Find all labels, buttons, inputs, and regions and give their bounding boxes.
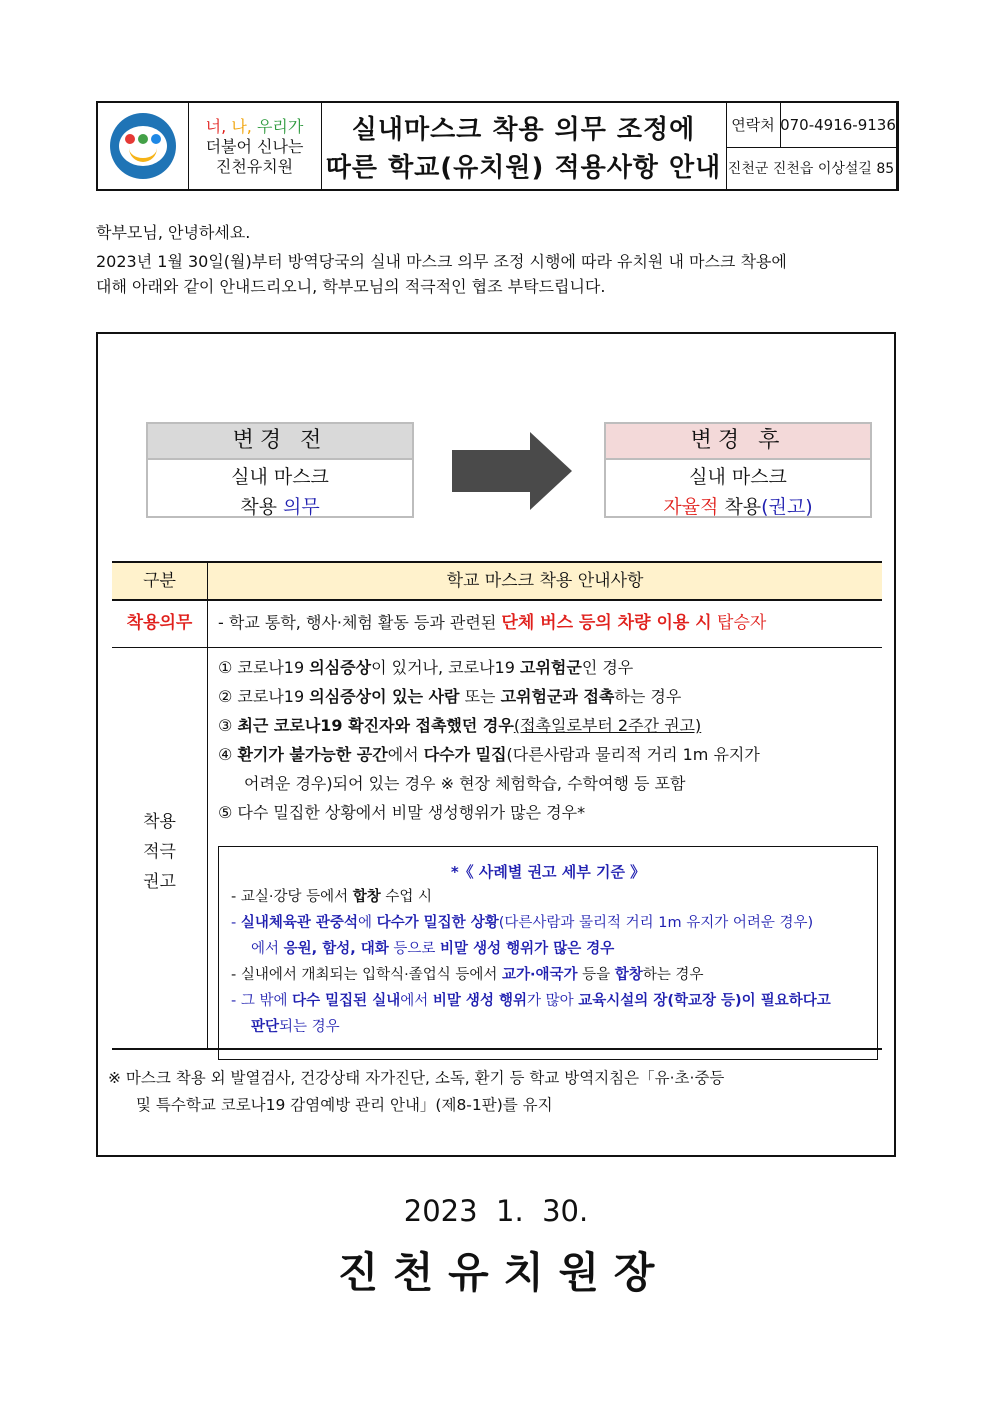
kindergarten-logo bbox=[110, 113, 176, 179]
before-change-box: 변경 전 실내 마스크 착용 의무 bbox=[146, 422, 414, 518]
notice-box bbox=[96, 332, 896, 1157]
footnote: ※ 마스크 착용 외 발열검사, 건강상태 자가진단, 소독, 환기 등 학교 방역지침은「유·초·중등 및 특수학교 코로나19 감염예방 관리 안내」(제8-1판)를 유지 bbox=[108, 1069, 725, 1114]
slogan-line3: 진천유치원 bbox=[215, 157, 294, 176]
table-header-category: 구분 bbox=[112, 563, 207, 599]
slogan: 너, 나, 우리가 더불어 신나는 진천유치원 bbox=[188, 103, 322, 189]
row-mandatory-text: - 학교 통학, 행사·체험 활동 등과 관련된 단체 버스 등의 차량 이용 시 탑승자 bbox=[218, 613, 767, 633]
contact-info bbox=[726, 103, 897, 189]
after-change-box: 변경 후 실내 마스크 자율적 착용(권고) bbox=[604, 422, 872, 518]
before-change-heading: 변경 전 bbox=[148, 424, 412, 460]
detail-criteria-title: *《 사례별 권고 세부 기준 》 bbox=[450, 863, 646, 881]
criteria-line: - 교실·강당 등에서 합창 수업 시 bbox=[231, 889, 432, 905]
criteria-line: 판단되는 경우 bbox=[251, 1019, 340, 1035]
detail-criteria-box bbox=[218, 846, 878, 1060]
row-recommended-label: 착용 적극 권고 bbox=[143, 812, 176, 892]
intro-line2: 대해 아래와 같이 안내드리오니, 학부모님의 적극적인 협조 부탁드립니다. bbox=[96, 277, 606, 296]
list-item: ③ 최근 코로나19 확진자와 접촉했던 경우(접촉일로부터 2주간 권고) bbox=[218, 716, 702, 735]
criteria-line: - 실내에서 개최되는 입학식·졸업식 등에서 교가·애국가 등을 합창하는 경우 bbox=[231, 967, 704, 983]
logo-cell bbox=[98, 103, 189, 189]
list-item-continued: 어려운 경우)되어 있는 경우 ※ 현장 체험학습, 수학여행 등 포함 bbox=[244, 774, 686, 793]
list-item: ① 코로나19 의심증상이 있거나, 코로나19 고위험군인 경우 bbox=[218, 658, 634, 677]
mask-guidance-table bbox=[112, 563, 882, 1050]
row-mandatory-label: 착용의무 bbox=[126, 613, 193, 633]
list-item: ④ 환기가 불가능한 공간에서 다수가 밀집(다른사람과 물리적 거리 1m 유지가 bbox=[218, 745, 760, 764]
criteria-line: - 그 밖에 다수 밀집된 실내에서 비말 생성 행위가 많아 교육시설의 장(학교장 등)이 필요하다고 bbox=[231, 993, 831, 1009]
after-change-heading: 변경 후 bbox=[606, 424, 870, 460]
criteria-line: 에서 응원, 함성, 대화 등으로 비말 생성 행위가 많은 경우 bbox=[251, 941, 615, 957]
intro-line1: 2023년 1월 30일(월)부터 방역당국의 실내 마스크 의무 조정 시행에 따라 유치원 내 마스크 착용에 bbox=[96, 252, 787, 271]
signature-title: 진 천 유 치 원 장 bbox=[337, 1248, 655, 1297]
intro-greeting: 학부모님, 안녕하세요. bbox=[96, 223, 251, 242]
contact-tel: 070-4916-9136 bbox=[780, 116, 896, 134]
list-item: ② 코로나19 의심증상이 있는 사람 또는 고위험군과 접촉하는 경우 bbox=[218, 687, 682, 706]
contact-label: 연락처 bbox=[726, 103, 781, 147]
document-date: 2023 1. 30. bbox=[403, 1194, 589, 1228]
contact-address: 진천군 진천읍 이상설길 85 bbox=[727, 161, 895, 177]
table-header-guidance: 학교 마스크 착용 안내사항 bbox=[208, 563, 882, 599]
document-header bbox=[96, 101, 899, 191]
list-item: ⑤ 다수 밀집한 상황에서 비말 생성행위가 많은 경우* bbox=[218, 803, 586, 822]
document-title: 실내마스크 착용 의무 조정에 따른 학교(유치원) 적용사항 안내 bbox=[321, 103, 727, 189]
criteria-line: - 실내체육관 관중석에 다수가 밀집한 상황(다른사람과 물리적 거리 1m 유지가 어려운 경우) bbox=[231, 915, 814, 931]
slogan-line2: 더불어 신나는 bbox=[205, 137, 304, 156]
arrow-right-icon bbox=[452, 432, 572, 510]
